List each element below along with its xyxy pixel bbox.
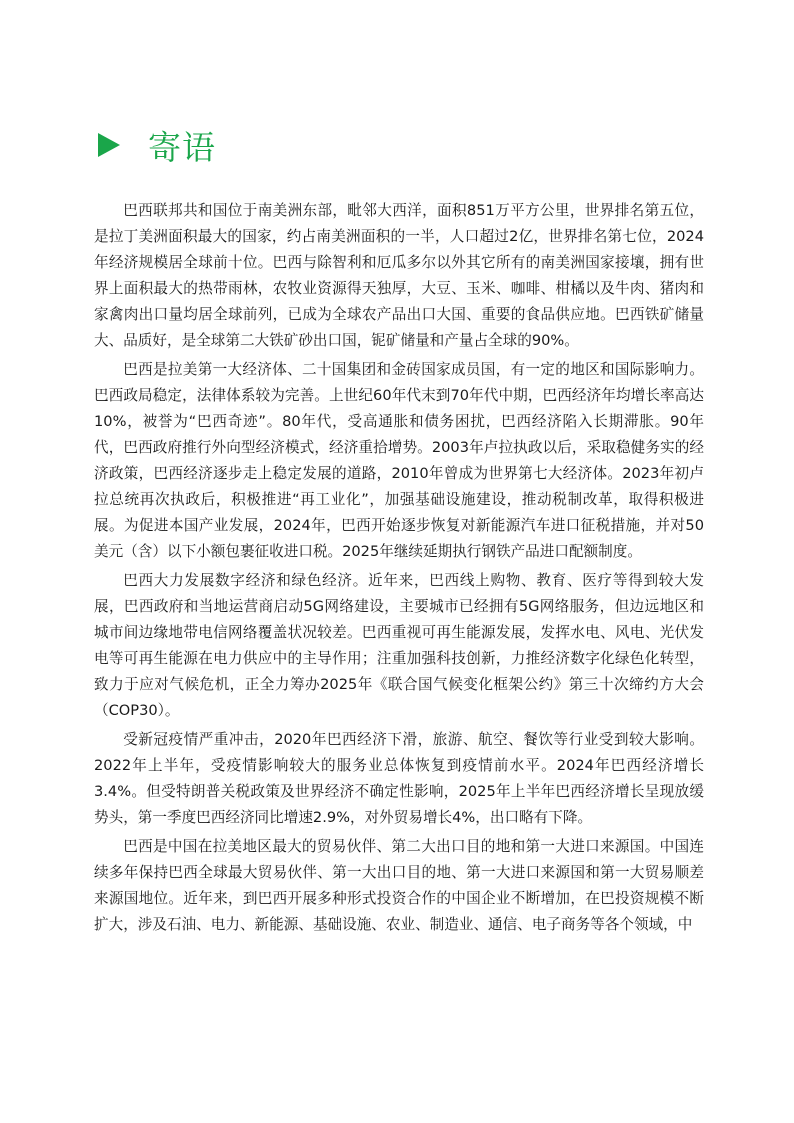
body-text — [94, 198, 704, 941]
triangle-right-icon — [98, 133, 120, 157]
section-title: 寄语 — [148, 127, 216, 167]
paragraph: 巴西大力发展数字经济和绿色经济。近年来，巴西线上购物、教育、医疗等得到较大发展，巴西政府和当地运营商启动5G网络建设，主要城市已经拥有5G网络服务，但边远地区和城市间边缘地带电信网络覆盖状况较差。巴西重视可再生能源发展，发挥水电、风电、光伏发电等可再生能源在电力供应中的主导作用；注重加强科技创新，力推经济数字化绿色化转型，致力于应对气候危机，正全力筹办2025年《联合国气候变化框架公约》第三十次缔约方大会（COP30）。 — [94, 572, 704, 719]
paragraph: 受新冠疫情严重冲击，2020年巴西经济下滑，旅游、航空、餐饮等行业受到较大影响。2022年上半年，受疫情影响较大的服务业总体恢复到疫情前水平。2024年巴西经济增长3.4%。但受特朗普关税政策及世界经济不确定性影响，2025年上半年巴西经济增长呈现放缓势头，第一季度巴西经济同比增速2.9%，对外贸易增长4%，出口略有下降。 — [94, 731, 704, 826]
paragraph: 巴西是拉美第一大经济体、二十国集团和金砖国家成员国，有一定的地区和国际影响力。巴西政局稳定，法律体系较为完善。上世纪60年代末到70年代中期，巴西经济年均增长率高达10%，被誉为“巴西奇迹”。80年代，受高通胀和债务困扰，巴西经济陷入长期滞胀。90年代，巴西政府推行外向型经济模式，经济重拾增势。2003年卢拉执政以后，采取稳健务实的经济政策，巴西经济逐步走上稳定发展的道路，2010年曾成为世界第七大经济体。2023年初卢拉总统再次执政后，积极推进“再工业化”，加强基础设施建设，推动税制改革，取得积极进展。为促进本国产业发展，2024年，巴西开始逐步恢复对新能源汽车进口征税措施，并对50美元（含）以下小额包裹征收进口税。2025年继续延期执行钢铁产品进口配额制度。 — [94, 361, 704, 560]
paragraph: 巴西联邦共和国位于南美洲东部，毗邻大西洋，面积851万平方公里，世界排名第五位，是拉丁美洲面积最大的国家，约占南美洲面积的一半，人口超过2亿，世界排名第七位，2024年经济规模居全球前十位。巴西与除智利和厄瓜多尔以外其它所有的南美洲国家接壤，拥有世界上面积最大的热带雨林，农牧业资源得天独厚，大豆、玉米、咖啡、柑橘以及牛肉、猪肉和家禽肉出口量均居全球前列，已成为全球农产品出口大国、重要的食品供应地。巴西铁矿储量大、品质好，是全球第二大铁矿砂出口国，铌矿储量和产量占全球的90%。 — [94, 202, 704, 349]
paragraph: 巴西是中国在拉美地区最大的贸易伙伴、第二大出口目的地和第一大进口来源国。中国连续多年保持巴西全球最大贸易伙伴、第一大出口目的地、第一大进口来源国和第一大贸易顺差来源国地位。近年来，到巴西开展多种形式投资合作的中国企业不断增加，在巴投资规模不断扩大，涉及石油、电力、新能源、基础设施、农业、制造业、通信、电子商务等各个领域，中 — [94, 838, 704, 933]
section-heading — [98, 120, 216, 170]
